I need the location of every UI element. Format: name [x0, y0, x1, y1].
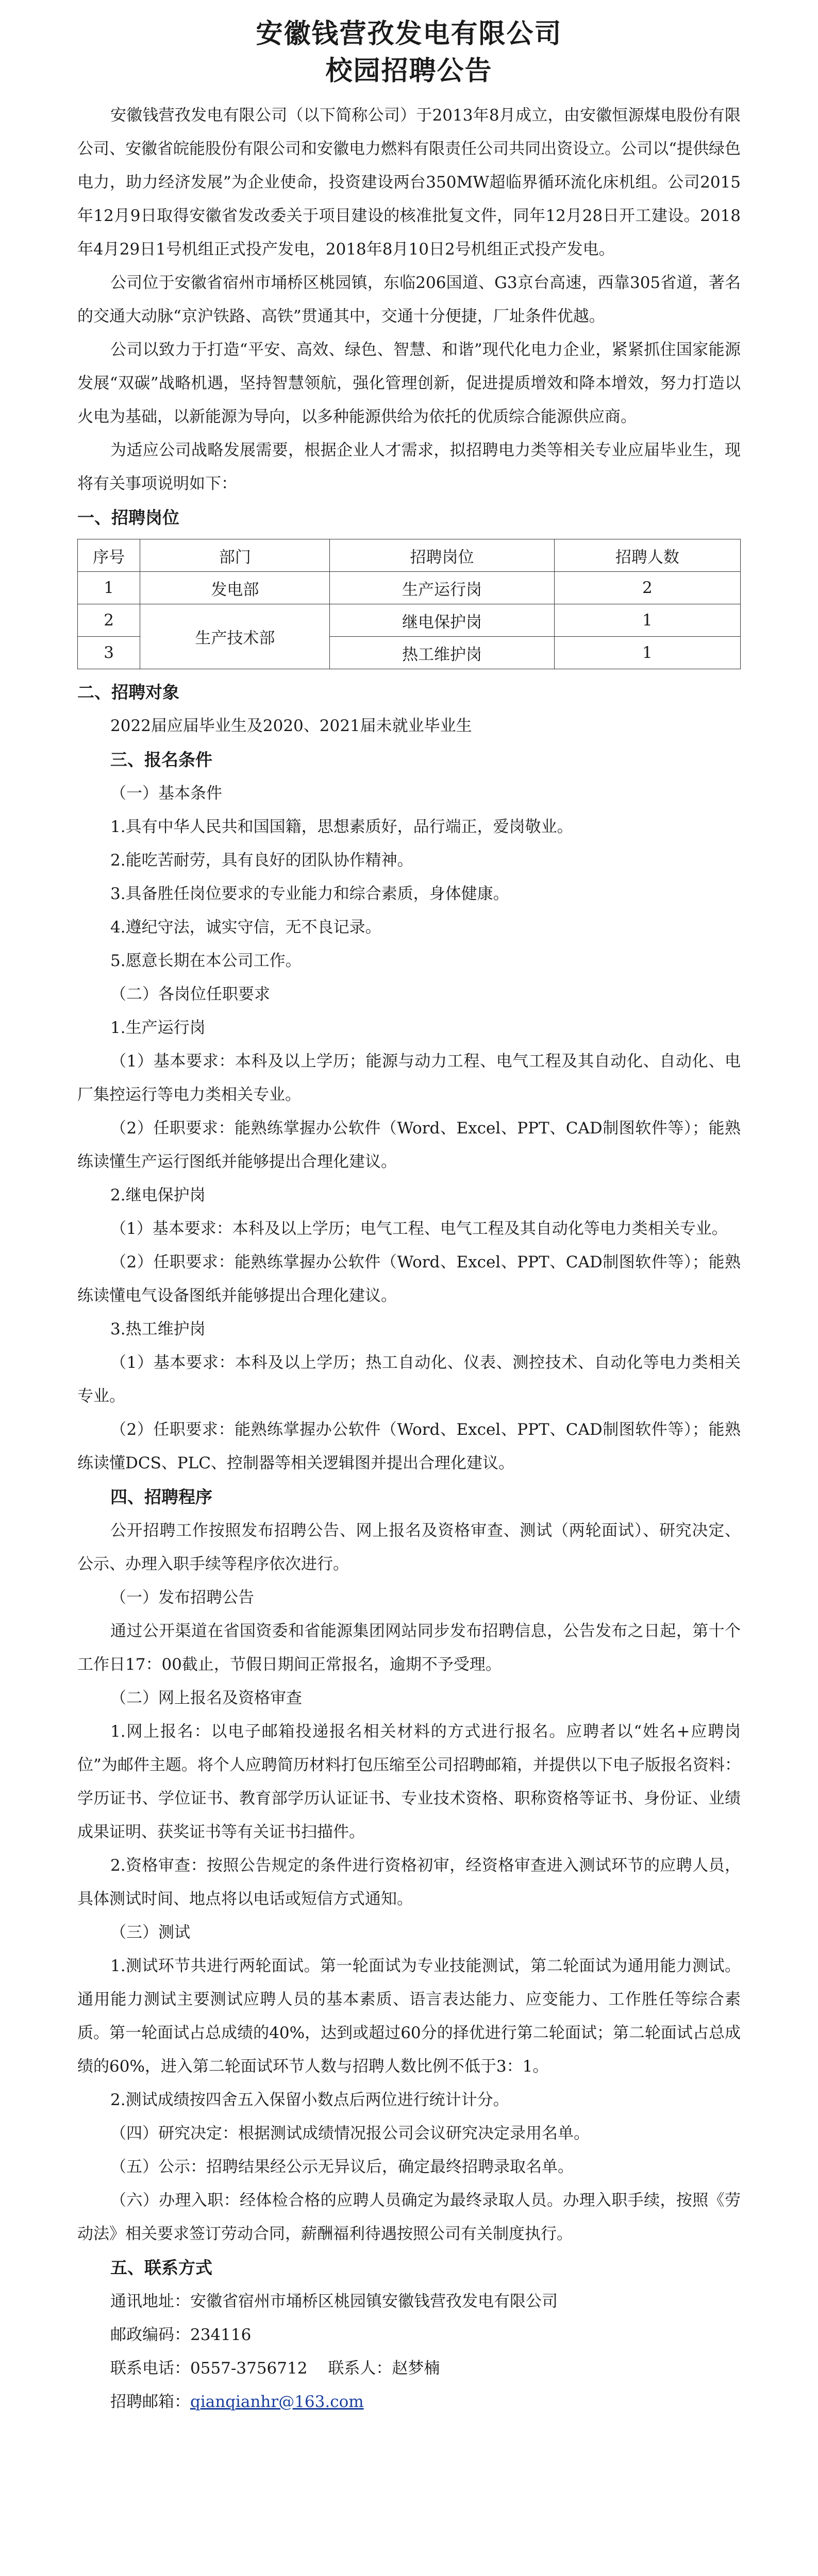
condition-item: 5.愿意长期在本公司工作。	[110, 952, 302, 970]
subsection-heading: （三）测试	[110, 1923, 190, 1942]
table-header: 序号	[78, 539, 140, 572]
contact-address: 通讯地址：安徽省宿州市埇桥区桃园镇安徽钱营孜发电有限公司	[110, 2292, 558, 2311]
paragraph: 公开招聘工作按照发布招聘公告、网上报名及资格审查、测试（两轮面试）、研究决定、公示、办理入职手续等程序依次进行。	[77, 1521, 741, 1573]
paragraph: （五）公示：招聘结果经公示无异议后，确定最终招聘录取名单。	[110, 2158, 574, 2176]
condition-item: 3.具备胜任岗位要求的专业能力和综合素质，身体健康。	[110, 885, 509, 903]
paragraph: 1.网上报名：以电子邮箱投递报名相关材料的方式进行报名。应聘者以“姓名+应聘岗位”为邮件主题。将个人应聘简历材料打包压缩至公司招聘邮箱，并提供以下电子版报名资料：学历证书、学位证书、教育部学历认证证书、专业技术资格、职称资格等证书、身份证、业绩成果证明、获奖证书等有关证书扫描件。	[77, 1722, 741, 1841]
table-cell: 发电部	[140, 572, 330, 604]
intro-paragraph: 公司位于安徽省宿州市埇桥区桃园镇，东临206国道、G3京台高速，西靠305省道，著名的交通大动脉“京沪铁路、高铁”贯通其中，交通十分便捷，厂址条件优越。	[77, 274, 741, 326]
email-link[interactable]: qianqianhr@163.com	[190, 2393, 364, 2411]
paragraph: 2022届应届毕业生及2020、2021届未就业毕业生	[110, 717, 472, 735]
contact-postcode: 邮政编码：234116	[110, 2326, 252, 2344]
email-label: 招聘邮箱：	[110, 2393, 190, 2411]
table-header: 招聘岗位	[330, 539, 554, 572]
table-cell: 生产技术部	[140, 604, 330, 669]
section-heading: 一、招聘岗位	[77, 507, 179, 528]
contact-email-line	[77, 2385, 741, 2419]
intro-paragraph: 为适应公司战略发展需要，根据企业人才需求，拟招聘电力类等相关专业应届毕业生，现将有关事项说明如下：	[77, 441, 741, 493]
subsection-heading: （一）发布招聘公告	[110, 1588, 254, 1607]
post-requirement: （1）基本要求：本科及以上学历；热工自动化、仪表、测控技术、自动化等电力类相关专业。	[77, 1353, 741, 1405]
subsection-heading: （二）网上报名及资格审查	[110, 1689, 302, 1707]
post-requirement: （1）基本要求：本科及以上学历；电气工程、电气工程及其自动化等电力类相关专业。	[110, 1219, 728, 1238]
paragraph: 1.测试环节共进行两轮面试。第一轮面试为专业技能测试，第二轮面试为通用能力测试。通用能力测试主要测试应聘人员的基本素质、语言表达能力、应变能力、工作胜任等综合素质。第一轮面试占总成绩的40%，达到或超过60分的择优进行第二轮面试；第二轮面试占总成绩的60%，进入第二轮面试环节人数与招聘人数比例不低于3：1。	[77, 1957, 741, 2076]
intro-paragraph: 安徽钱营孜发电有限公司（以下简称公司）于2013年8月成立，由安徽恒源煤电股份有限公司、安徽省皖能股份有限公司和安徽电力燃料有限责任公司共同出资设立。公司以“提供绿色电力，助力经济发展”为企业使命，投资建设两台350MW超临界循环流化床机组。公司2015年12月9日取得安徽省发改委关于项目建设的核准批复文件，同年12月28日开工建设。2018年4月29日1号机组正式投产发电，2018年8月10日2号机组正式投产发电。	[77, 106, 741, 259]
paragraph: 通过公开渠道在省国资委和省能源集团网站同步发布招聘信息，公告发布之日起，第十个工作日17：00截止，节假日期间正常报名，逾期不予受理。	[77, 1622, 741, 1674]
post-name: 3.热工维护岗	[110, 1320, 206, 1338]
section-heading: 五、联系方式	[110, 2258, 212, 2278]
table-header-row	[78, 539, 741, 572]
paragraph: 2.资格审查：按照公告规定的条件进行资格初审，经资格审查进入测试环节的应聘人员，具体测试时间、地点将以电话或短信方式通知。	[77, 1856, 741, 1908]
paragraph: （四）研究决定：根据测试成绩情况报公司会议研究决定录用名单。	[110, 2124, 590, 2143]
post-name: 1.生产运行岗	[110, 1019, 206, 1037]
announcement-title: 校园招聘公告	[325, 55, 493, 87]
post-requirement: （2）任职要求：能熟练掌握办公软件（Word、Excel、PPT、CAD制图软件等）；能熟练读懂DCS、PLC、控制器等相关逻辑图并提出合理化建议。	[77, 1420, 741, 1472]
section-heading: 二、招聘对象	[77, 682, 179, 702]
post-requirement: （2）任职要求：能熟练掌握办公软件（Word、Excel、PPT、CAD制图软件等）；能熟练读懂电气设备图纸并能够提出合理化建议。	[77, 1253, 741, 1305]
table-cell: 2	[554, 572, 740, 604]
section-heading: 四、招聘程序	[110, 1487, 212, 1507]
contact-phone: 联系电话：0557-3756712	[110, 2359, 308, 2378]
table-cell: 1	[78, 572, 140, 604]
post-requirement: （1）基本要求：本科及以上学历；能源与动力工程、电气工程及其自动化、自动化、电厂集控运行等电力类相关专业。	[77, 1052, 741, 1104]
company-title: 安徽钱营孜发电有限公司	[256, 18, 562, 49]
contact-phone-line	[77, 2352, 741, 2385]
condition-item: 4.遵纪守法，诚实守信，无不良记录。	[110, 918, 381, 937]
table-row	[78, 604, 741, 637]
contact-person: 联系人：赵梦楠	[328, 2359, 440, 2378]
condition-item: 2.能吃苦耐劳，具有良好的团队协作精神。	[110, 851, 413, 870]
section-heading: 三、报名条件	[110, 750, 212, 770]
table-cell: 2	[78, 604, 140, 637]
table-row	[78, 572, 741, 604]
contact-section	[77, 2251, 741, 2419]
positions-table	[77, 539, 741, 669]
condition-item: 1.具有中华人民共和国国籍，思想素质好，品行端正，爱岗敬业。	[110, 818, 573, 836]
subsection-heading: （二）各岗位任职要求	[110, 985, 270, 1004]
table-cell: 生产运行岗	[330, 572, 554, 604]
table-cell: 1	[554, 604, 740, 637]
post-requirement: （2）任职要求：能熟练掌握办公软件（Word、Excel、PPT、CAD制图软件等）；能熟练读懂生产运行图纸并能够提出合理化建议。	[77, 1119, 741, 1171]
table-cell: 3	[78, 637, 140, 669]
table-header: 招聘人数	[554, 539, 740, 572]
paragraph: （六）办理入职：经体检合格的应聘人员确定为最终录取人员。办理入职手续，按照《劳动法》相关要求签订劳动合同，薪酬福利待遇按照公司有关制度执行。	[77, 2191, 741, 2243]
intro-paragraph: 公司以致力于打造“平安、高效、绿色、智慧、和谐”现代化电力企业，紧紧抓住国家能源发展“双碳”战略机遇，坚持智慧领航，强化管理创新，促进提质增效和降本增效，努力打造以火电为基础，以新能源为导向，以多种能源供给为依托的优质综合能源供应商。	[77, 341, 741, 426]
table-cell: 热工维护岗	[330, 637, 554, 669]
paragraph: 2.测试成绩按四舍五入保留小数点后两位进行统计计分。	[110, 2091, 509, 2109]
announcement-page	[77, 0, 741, 2419]
post-name: 2.继电保护岗	[110, 1186, 206, 1205]
subsection-heading: （一）基本条件	[110, 784, 222, 803]
table-header: 部门	[140, 539, 330, 572]
table-cell: 1	[554, 637, 740, 669]
table-cell: 继电保护岗	[330, 604, 554, 637]
